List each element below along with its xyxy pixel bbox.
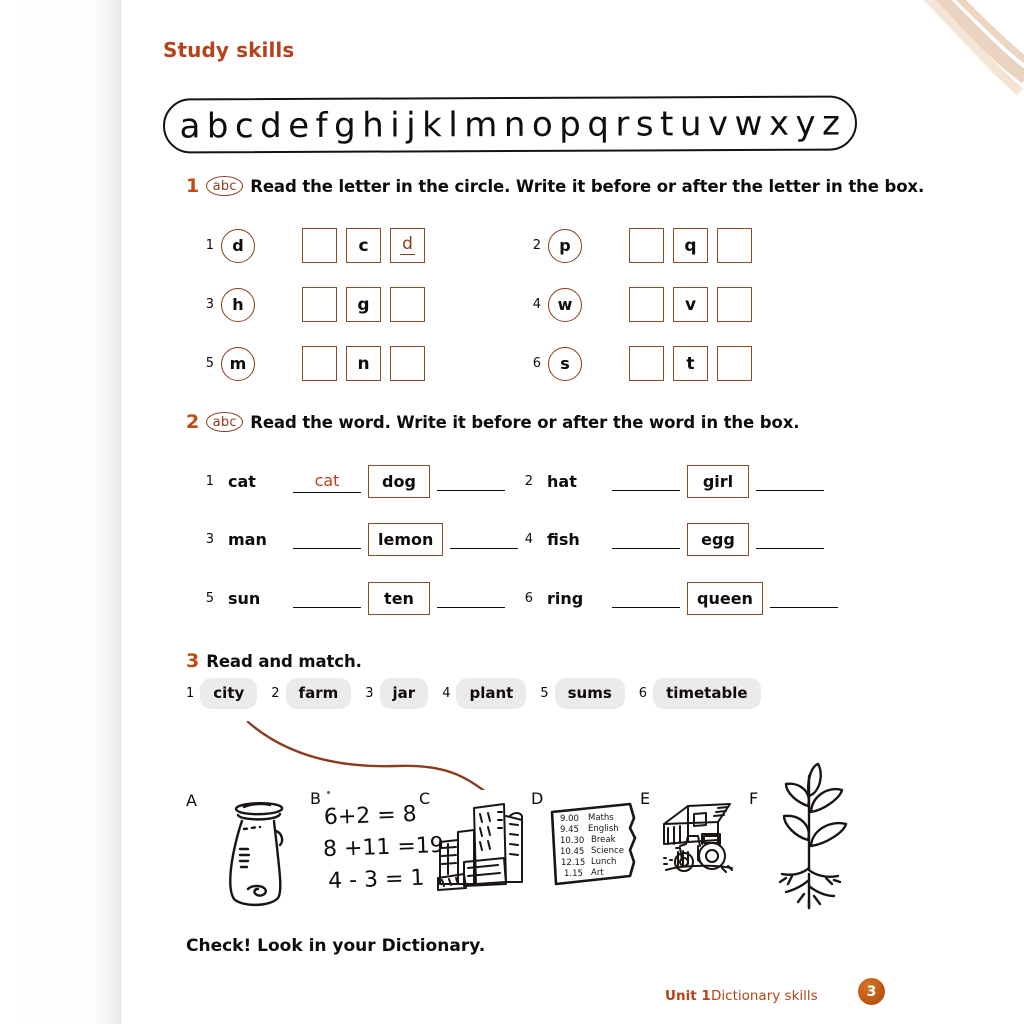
item-index: 2 [271, 686, 280, 701]
page-number-badge: 3 [858, 978, 885, 1005]
letter-box-after[interactable] [717, 287, 752, 322]
item-index: 6 [638, 686, 648, 701]
exercise-1-header [186, 175, 924, 197]
sum-line-2: 8 +11 =19 [322, 832, 445, 863]
letter-box-group [302, 287, 425, 322]
letter-box-given: v [673, 287, 708, 322]
letter-box-before[interactable] [629, 287, 664, 322]
timetable-subject: English [588, 824, 619, 834]
item-index: 4 [442, 686, 451, 701]
timetable-subject: Break [591, 835, 616, 845]
word-pill-timetable[interactable]: timetable [653, 678, 760, 709]
answer-blank-before[interactable] [612, 490, 680, 491]
letter-box-before[interactable] [302, 287, 337, 322]
letter-box-group [629, 287, 752, 322]
exercise-2-item[interactable] [517, 523, 831, 556]
word-box: lemon [368, 523, 443, 556]
letter-box-given: q [673, 228, 708, 263]
letter-box-given: c [346, 228, 381, 263]
answer-blank-after[interactable] [450, 548, 518, 549]
alphabet-letters: abcdefghijklmnopqrstuvwxyz [179, 103, 847, 146]
item-index: 3 [205, 532, 214, 547]
exercise-1-item[interactable] [525, 346, 752, 381]
prompt-word: cat [228, 472, 256, 491]
letter-box-given: t [673, 346, 708, 381]
timetable-subject: Lunch [591, 857, 617, 867]
prompt-word: hat [547, 472, 577, 491]
letter-box-given: n [346, 346, 381, 381]
exercise-1-number: 1 [186, 175, 200, 197]
letter-box-after[interactable] [717, 228, 752, 263]
answer-blank-before[interactable] [293, 607, 361, 608]
exercise-1-instruction: Read the letter in the circle. Write it before or after the letter in the box. [250, 176, 925, 196]
timetable-time: 10.45 [560, 847, 585, 857]
timetable-time: 10.30 [560, 836, 585, 846]
circle-letter: d [221, 229, 255, 263]
word-box: ten [368, 582, 430, 615]
timetable-time: 1.15 [564, 869, 583, 879]
timetable-subject: Maths [588, 813, 614, 823]
letter-box-after[interactable] [717, 346, 752, 381]
answer-blank-before[interactable] [612, 548, 680, 549]
answer-blank-before[interactable] [612, 607, 680, 608]
word-box: girl [687, 465, 749, 498]
farm-illustration [658, 798, 742, 882]
word-pill-sums[interactable]: sums [555, 678, 625, 709]
exercise-2-item[interactable] [198, 523, 525, 556]
letter-box-after[interactable] [390, 228, 425, 263]
sum-line-3: 4 - 3 = 1 [327, 865, 425, 894]
exercise-2-instruction: Read the word. Write it before or after the word in the box. [250, 412, 800, 432]
letter-box-group [302, 346, 425, 381]
exercise-1-item[interactable] [198, 346, 425, 381]
word-pill-city[interactable]: city [200, 678, 257, 709]
sum-line-1: 6+2 = 8 [323, 801, 418, 831]
timetable-subject: Science [591, 846, 624, 856]
stray-pencil-dot [327, 791, 330, 794]
exercise-2-item[interactable] [517, 465, 831, 498]
item-index: 5 [205, 591, 214, 606]
answer-blank-after[interactable] [756, 548, 824, 549]
word-box: dog [368, 465, 430, 498]
answer-blank-after[interactable] [437, 607, 505, 608]
letter-box-before[interactable] [302, 346, 337, 381]
answer-blank-after[interactable] [437, 490, 505, 491]
picture-label-D: D [531, 789, 544, 808]
item-index: 5 [205, 356, 214, 371]
item-index: 3 [365, 686, 374, 701]
check-note: Check! Look in your Dictionary. [186, 936, 486, 956]
exercise-1-item[interactable] [525, 228, 752, 263]
item-index: 1 [205, 474, 214, 489]
circle-letter: w [548, 288, 582, 322]
picture-label-E: E [640, 789, 651, 808]
exercise-1-item[interactable] [525, 287, 752, 322]
alphabet-strip-border [163, 95, 857, 153]
item-index: 6 [524, 591, 533, 606]
alphabet-strip [163, 97, 857, 152]
word-box: queen [687, 582, 763, 615]
abc-icon: abc [206, 412, 243, 432]
word-pill-jar[interactable]: jar [380, 678, 429, 709]
exercise-1-item[interactable] [198, 228, 425, 263]
exercise-3-header [186, 650, 362, 672]
letter-box-group [629, 346, 752, 381]
item-index: 4 [532, 297, 541, 312]
letter-box-before[interactable] [629, 228, 664, 263]
answer-blank-before[interactable] [293, 471, 361, 491]
timetable-subject: Art [591, 868, 604, 878]
prompt-word: ring [547, 589, 584, 608]
circle-letter: h [221, 288, 255, 322]
city-illustration [432, 800, 528, 896]
letter-box-group [629, 228, 752, 263]
plant-illustration [762, 762, 858, 910]
handwritten-answer: d [402, 234, 413, 254]
word-box: egg [687, 523, 749, 556]
exercise-2-item[interactable] [198, 582, 512, 615]
sums-illustration [323, 798, 445, 898]
answer-blank-after[interactable] [756, 490, 824, 491]
item-index: 2 [524, 474, 533, 489]
item-index: 6 [532, 356, 541, 371]
timetable-time: 9.45 [560, 825, 579, 835]
item-index: 4 [524, 532, 533, 547]
exercise-3-instruction: Read and match. [206, 651, 362, 671]
page-title: Study skills [163, 38, 295, 62]
timetable-time: 12.15 [561, 858, 586, 868]
circle-letter: p [548, 229, 582, 263]
prompt-word: fish [547, 530, 580, 549]
circle-letter: m [221, 347, 255, 381]
answer-blank-after[interactable] [770, 607, 838, 608]
picture-label-A: A [186, 791, 197, 810]
exercise-2-number: 2 [186, 411, 200, 433]
item-index: 2 [532, 238, 541, 253]
timetable-time: 9.00 [560, 814, 579, 824]
prompt-word: man [228, 530, 267, 549]
exercise-2-header [186, 411, 799, 433]
timetable-illustration [546, 800, 640, 892]
letter-box-before[interactable] [302, 228, 337, 263]
prompt-word: sun [228, 589, 261, 608]
abc-icon: abc [206, 176, 243, 196]
drawn-match-line [186, 700, 586, 790]
letter-box-given: g [346, 287, 381, 322]
exercise-2-item[interactable] [517, 582, 845, 615]
answer-blank-before[interactable] [293, 548, 361, 549]
circle-letter: s [548, 347, 582, 381]
word-pill-plant[interactable]: plant [456, 678, 526, 709]
handwritten-answer: cat [293, 471, 361, 493]
exercise-1-item[interactable] [198, 287, 425, 322]
letter-box-after[interactable] [390, 346, 425, 381]
item-index: 1 [205, 238, 214, 253]
item-index: 5 [540, 686, 549, 701]
picture-label-F: F [749, 789, 759, 808]
exercise-2-item[interactable] [198, 465, 512, 498]
picture-label-B: B [310, 789, 321, 808]
footer-unit: Unit 1 [665, 988, 711, 1004]
footer-subject: Dictionary skills [711, 988, 818, 1004]
item-index: 3 [205, 297, 214, 312]
letter-box-before[interactable] [629, 346, 664, 381]
item-index: 1 [186, 686, 195, 701]
word-pill-farm[interactable]: farm [286, 678, 352, 709]
letter-box-group [302, 228, 425, 263]
letter-box-after[interactable] [390, 287, 425, 322]
exercise-3-number: 3 [186, 650, 200, 672]
jar-illustration [218, 793, 298, 911]
picture-label-C: C [419, 789, 431, 808]
